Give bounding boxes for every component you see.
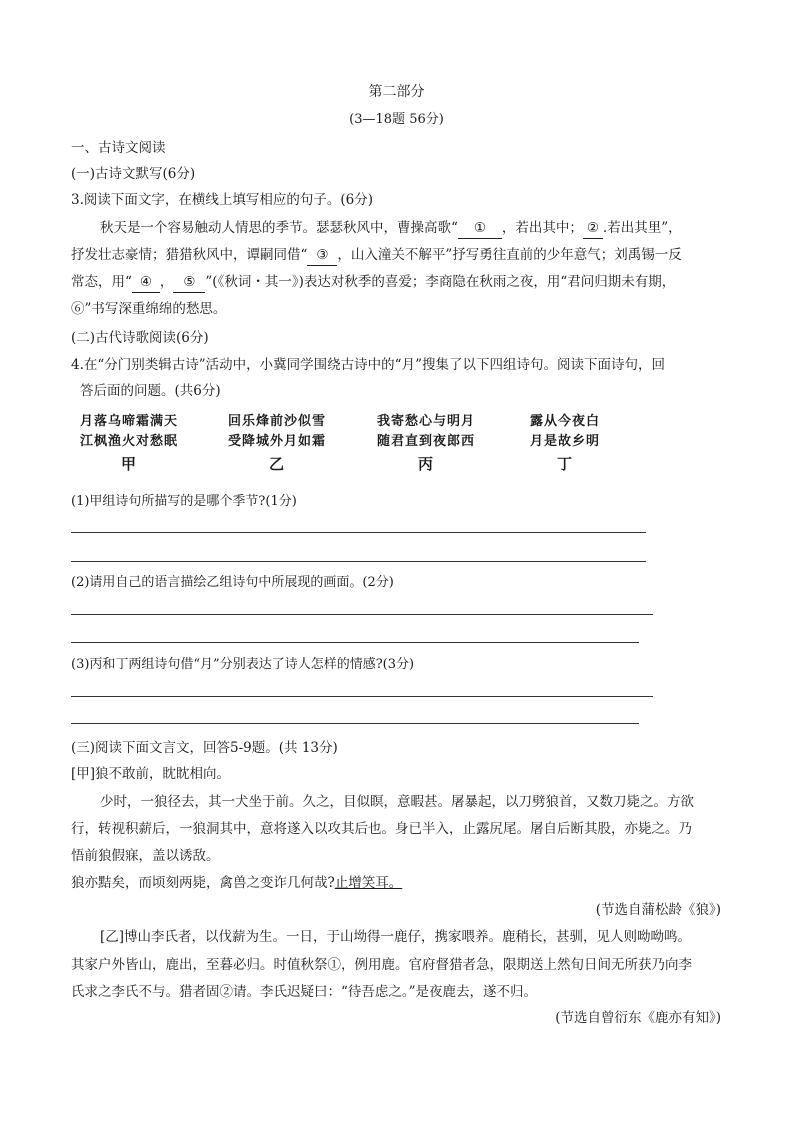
passage-a-first-line: [甲]狼不敢前，眈眈相向。	[71, 766, 231, 782]
answer-line[interactable]	[71, 696, 653, 697]
poem-group-bing: 我寄愁心与明月 随君直到夜郎西 丙	[371, 412, 481, 474]
blank-3[interactable]: ③	[307, 245, 337, 266]
passage-b-line-2: 其家户外皆山，鹿出，至暮必归。时值秋祭①，例用鹿。官府督猎者急，限期送上然旬日间无所获乃向李	[71, 957, 692, 973]
blank-2[interactable]: ②	[583, 218, 603, 239]
blank-1[interactable]: ①	[458, 218, 502, 239]
group-label: 丙	[417, 455, 434, 473]
sub-question-3: (3)丙和丁两组诗句借“月”分别表达了诗人怎样的情感?(3分)	[71, 657, 415, 672]
answer-line[interactable]	[71, 532, 646, 533]
sub-question-1: (1)甲组诗句所描写的是哪个季节?(1分)	[71, 494, 297, 509]
q3-line-3: 常态，用“ ④ ， ⑤ ”(《秋词・其一》)表达对秋季的喜爱；李商隐在秋雨之夜，用“君问归期未有期，	[71, 272, 675, 293]
subsection-title-3: (三)阅读下面文言文，回答5-9题。(共 13分)	[71, 740, 338, 756]
poem-group-ding: 露从今夜白 月是故乡明 丁	[515, 412, 615, 474]
q3-line-4: ⑥”书写深重绵绵的愁思。	[71, 301, 227, 317]
blank-4[interactable]: ④	[132, 272, 160, 293]
group-label: 乙	[268, 455, 285, 473]
poem-group-jia: 月落乌啼霜满天 江枫渔火对愁眠 甲	[74, 412, 184, 474]
answer-line[interactable]	[71, 723, 639, 724]
section-title: 一、古诗文阅读	[71, 140, 166, 156]
passage-b-line-1: [乙]博山李氏者，以伐薪为生。一日，于山坳得一鹿仔，携家喂养。鹿稍长，甚驯，见人则呦呦鸣。	[100, 929, 692, 945]
question-4-prompt-1: 4.在“分门别类辑古诗”活动中，小冀同学围绕古诗中的“月”搜集了以下四组诗句。阅读下面诗句，回	[71, 357, 665, 373]
question-4-prompt-2: 答后面的问题。(共6分)	[80, 383, 221, 399]
answer-line[interactable]	[71, 614, 653, 615]
q3-line-2: 抒发壮志豪情；猎猎秋风中，谭嗣同借“ ③ ，山入潼关不解平”抒写勇往直前的少年意气；刘禹锡一反	[71, 245, 682, 266]
subsection-title-2: (二)古代诗歌阅读(6分)	[71, 330, 209, 346]
sub-question-2: (2)请用自己的语言描绘乙组诗句中所展现的画面。(2分)	[71, 575, 394, 590]
passage-a-line-2: 行，转视积薪后，一狼洞其中，意将遂入以攻其后也。身已半入，止露尻尾。屠自后断其股，亦毙之。乃	[71, 821, 692, 837]
passage-b-line-3: 氏求之李氏不与。猎者固②请。李氏迟疑曰：“待吾虑之。”是夜鹿去，遂不归。	[71, 984, 538, 1000]
part-title: 第二部分	[368, 84, 425, 100]
passage-a-line-4: 狼亦黠矣，而顷刻两毙，禽兽之变诈几何哉?止增笑耳。	[71, 875, 403, 891]
passage-b-source: (节选自曾衍东《鹿亦有知》)	[555, 1010, 721, 1026]
subsection-title-1: (一)古诗文默写(6分)	[71, 166, 196, 182]
passage-a-source: (节选自蒲松龄《狼》)	[595, 902, 721, 918]
blank-5[interactable]: ⑤	[173, 272, 205, 293]
answer-line[interactable]	[71, 642, 639, 643]
poem-group-yi: 回乐烽前沙似雪 受降城外月如霜 乙	[222, 412, 332, 474]
passage-a-line-3: 悟前狼假寐，盖以诱敌。	[71, 848, 220, 864]
group-label: 丁	[556, 455, 573, 473]
passage-a-line-1: 少时，一狼径去，其一犬坐于前。久之，目似瞑，意暇甚。屠暴起，以刀劈狼首，又数刀毙之。方欲	[100, 794, 694, 810]
underlined-phrase: 止增笑耳。	[334, 875, 403, 891]
group-label: 甲	[120, 455, 137, 473]
part-subtitle: (3—18题 56分)	[349, 112, 444, 127]
answer-line[interactable]	[71, 561, 646, 562]
q3-line-1: 秋天是一个容易触动人情思的季节。瑟瑟秋风中，曹操高歌“ ① ，若出其中； ② .若出其里”，	[100, 218, 682, 239]
question-3-prompt: 3.阅读下面文字，在横线上填写相应的句子。(6分)	[71, 192, 374, 208]
